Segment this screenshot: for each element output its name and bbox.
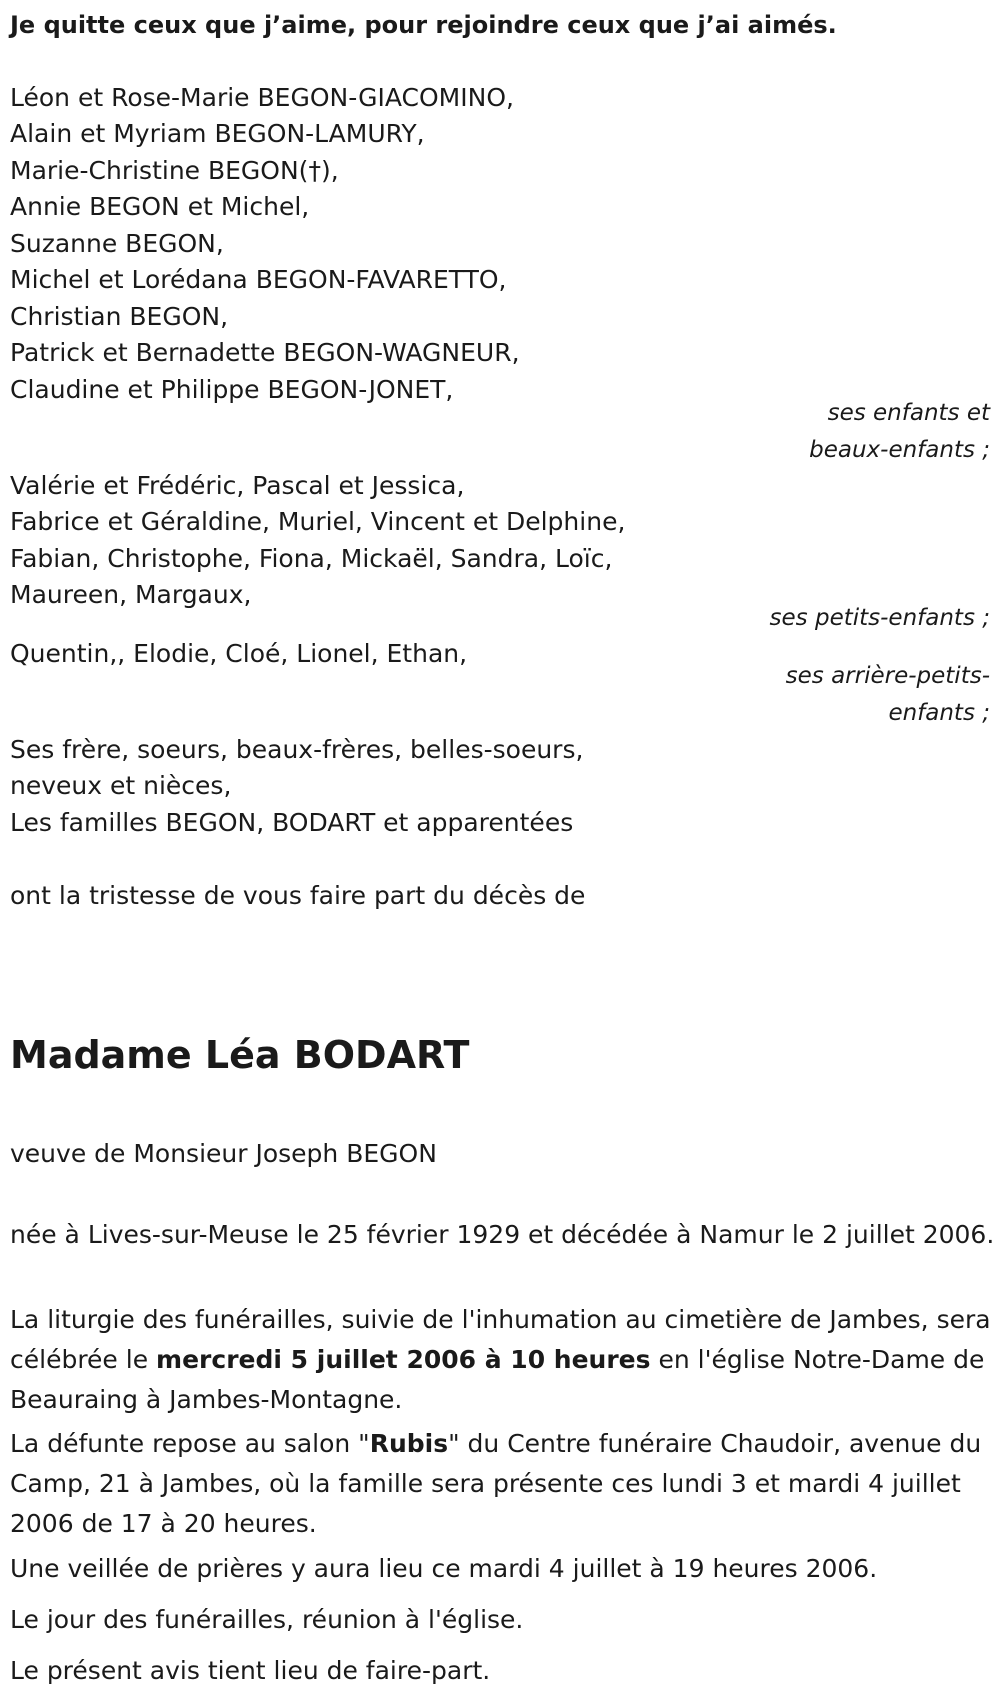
children-line: Léon et Rose-Marie BEGON-GIACOMINO, — [10, 83, 514, 112]
grandchildren-line: Fabrice et Géraldine, Muriel, Vincent et Delphine, — [10, 507, 626, 536]
children-line: Marie-Christine BEGON(†), — [10, 156, 339, 185]
notice-paragraph: Le présent avis tient lieu de faire-part. — [10, 1656, 491, 1685]
salon-name: Rubis — [369, 1429, 449, 1458]
relatives-line: Ses frère, soeurs, beaux-frères, belles-soeurs, — [10, 735, 584, 764]
widow-of: veuve de Monsieur Joseph BEGON — [10, 1139, 437, 1168]
grandchildren-line: Maureen, Margaux, — [10, 580, 252, 609]
children-line: Alain et Myriam BEGON-LAMURY, — [10, 119, 425, 148]
children-line: Claudine et Philippe BEGON-JONET, — [10, 375, 454, 404]
great-grandchildren-role: ses arrière-petits- — [785, 663, 990, 689]
children-line: Suzanne BEGON, — [10, 229, 224, 258]
liturgy-text: en l'église Notre-Dame de Beauraing à Jambes-Montagne. — [10, 1345, 985, 1414]
children-role: ses enfants et — [827, 400, 990, 426]
rest-text: La défunte repose au salon " — [10, 1429, 370, 1458]
great-grandchildren-line: Quentin,, Elodie, Cloé, Lionel, Ethan, — [10, 639, 468, 668]
announcement: ont la tristesse de vous faire part du décès de — [10, 881, 586, 910]
relatives-line: Les familles BEGON, BODART et apparentées — [10, 808, 574, 837]
liturgy-date: mercredi 5 juillet 2006 à 10 heures — [156, 1345, 651, 1374]
children-line: Christian BEGON, — [10, 302, 229, 331]
vigil-paragraph: Une veillée de prières y aura lieu ce mardi 4 juillet à 19 heures 2006. — [10, 1554, 878, 1583]
meeting-paragraph: Le jour des funérailles, réunion à l'église. — [10, 1605, 524, 1634]
epigraph: Je quitte ceux que j’aime, pour rejoindre ceux que j’ai aimés. — [10, 11, 837, 39]
grandchildren-role: ses petits-enfants ; — [769, 605, 990, 631]
children-line: Michel et Lorédana BEGON-FAVARETTO, — [10, 265, 507, 294]
birth-death-paragraph: née à Lives-sur-Meuse le 25 février 1929 et décédée à Namur le 2 juillet 2006. — [10, 1220, 995, 1249]
children-line: Annie BEGON et Michel, — [10, 192, 310, 221]
deceased-name: Madame Léa BODART — [10, 1033, 470, 1077]
rest-paragraph — [10, 1424, 995, 1544]
relatives-line: neveux et nièces, — [10, 771, 232, 800]
rest-text: " du Centre funéraire Chaudoir, avenue du Camp, 21 à Jambes, où la famille sera présente ces lundi 3 et mardi 4 juillet 2006 de 17 à 20 heures. — [10, 1429, 982, 1538]
children-role: beaux-enfants ; — [809, 437, 990, 463]
liturgy-text: La liturgie des funérailles, suivie de l'inhumation au cimetière de Jambes, sera célébrée le — [10, 1305, 991, 1374]
grandchildren-line: Fabian, Christophe, Fiona, Mickaël, Sandra, Loïc, — [10, 544, 613, 573]
liturgy-paragraph — [10, 1300, 995, 1420]
children-line: Patrick et Bernadette BEGON-WAGNEUR, — [10, 338, 520, 367]
grandchildren-line: Valérie et Frédéric, Pascal et Jessica, — [10, 471, 465, 500]
great-grandchildren-role: enfants ; — [888, 700, 990, 726]
